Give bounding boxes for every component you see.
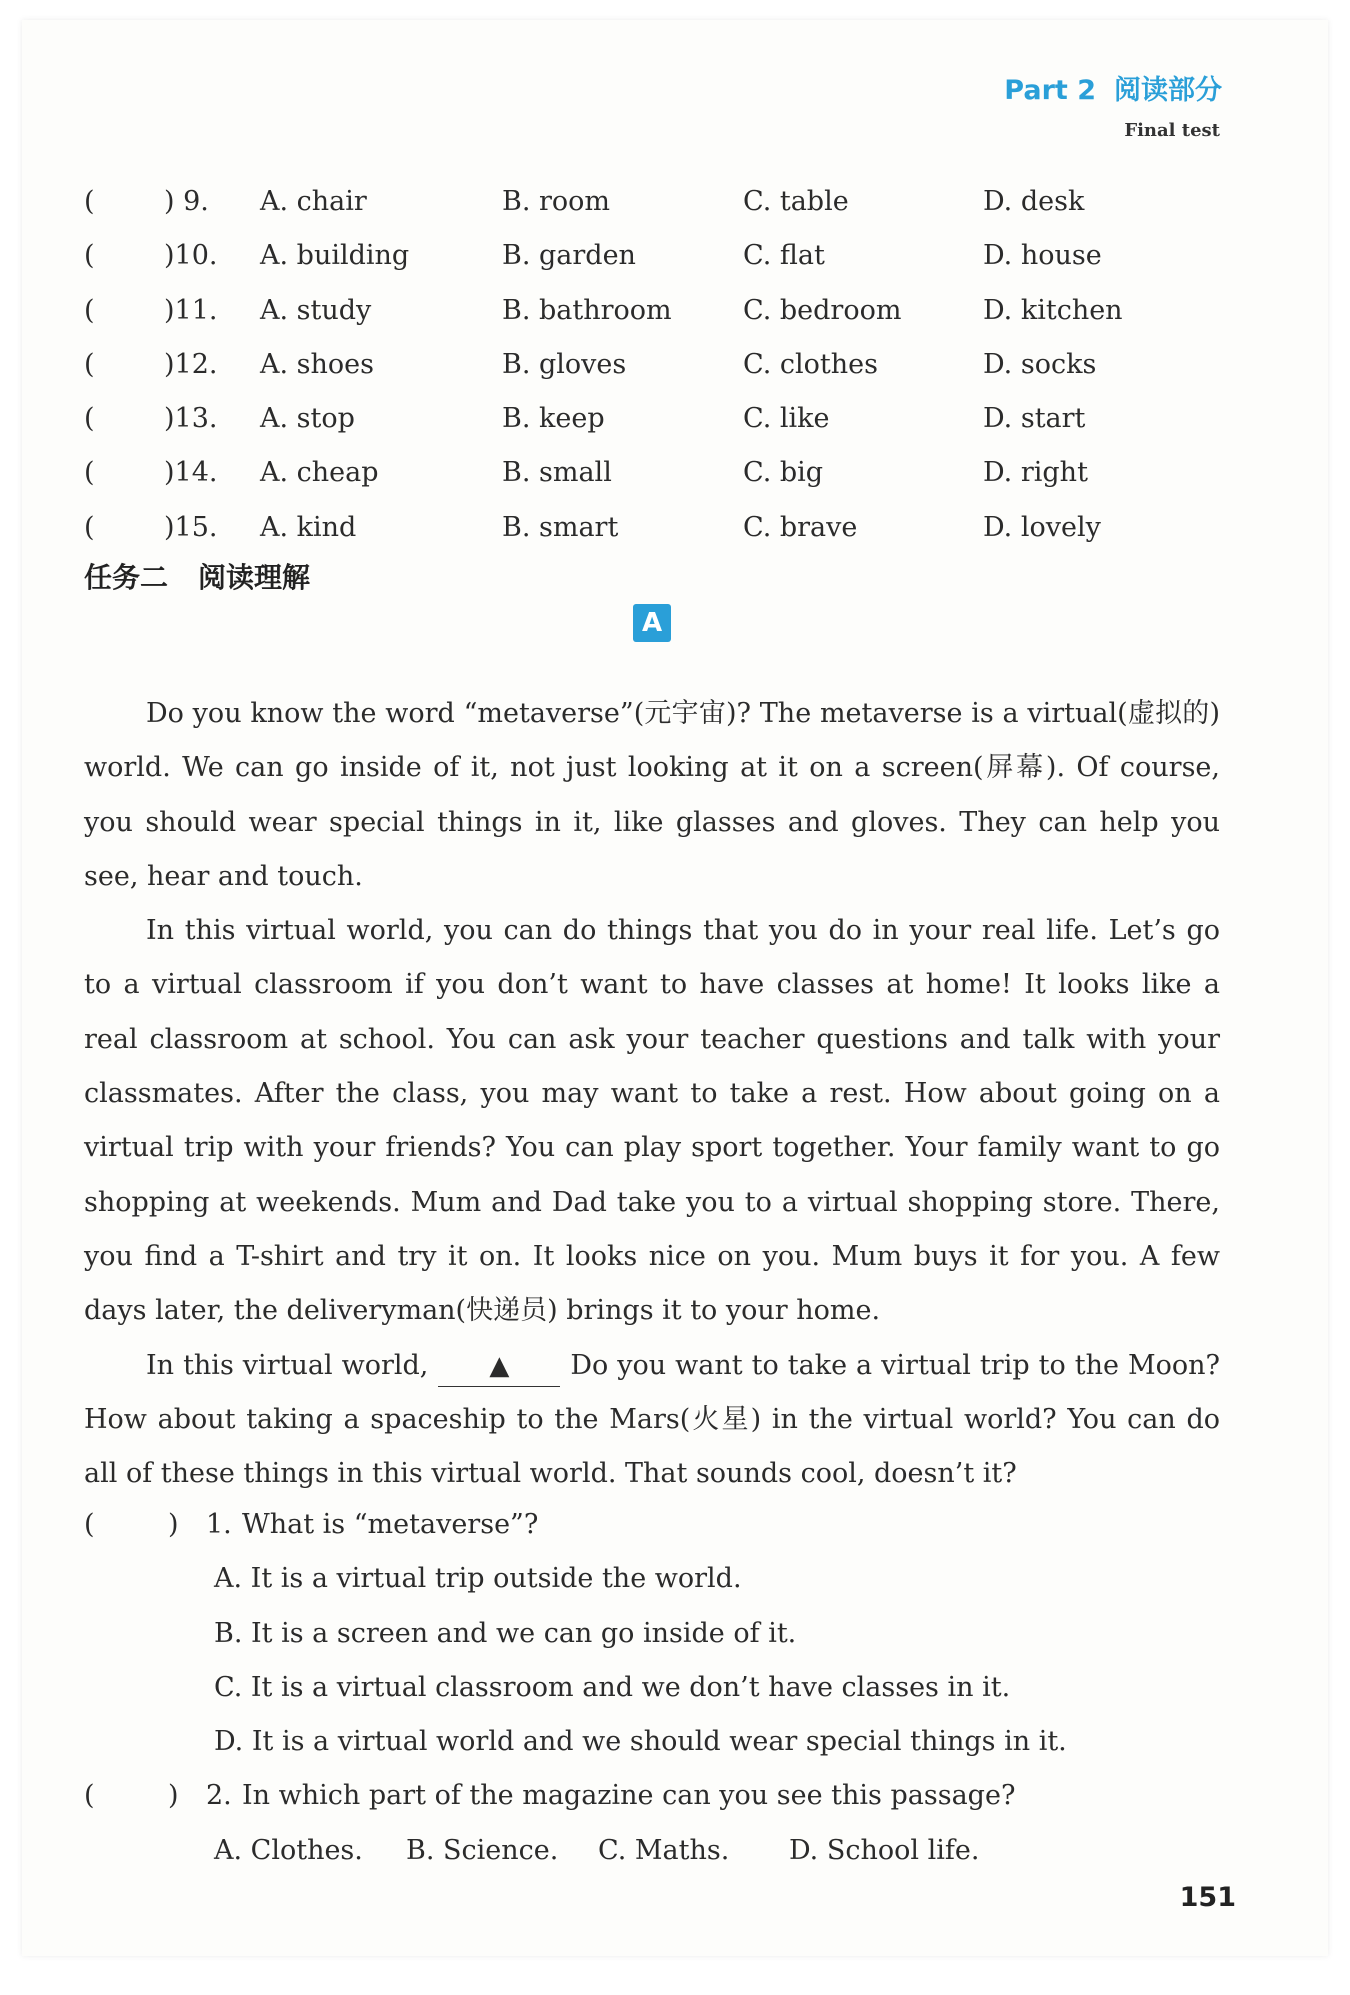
question-2-stem: ( ) 2. In which part of the magazine can you see this passage? bbox=[84, 1769, 1284, 1823]
question-number: 2. bbox=[206, 1780, 232, 1812]
page-header bbox=[1004, 68, 1222, 107]
option-d: D. socks bbox=[983, 348, 1097, 380]
option-row-10: ( )10. A. building B. garden C. flat D. house bbox=[84, 229, 1284, 283]
reading-passage bbox=[84, 687, 1220, 1501]
option-d: D. start bbox=[983, 403, 1086, 435]
task-heading bbox=[84, 556, 310, 596]
paragraph-text: In this virtual world, bbox=[146, 1349, 429, 1381]
option-d: D. kitchen bbox=[983, 294, 1123, 326]
option-c: C. table bbox=[743, 186, 849, 217]
choice-d: D. School life. bbox=[789, 1834, 980, 1866]
option-a: A. chair bbox=[260, 186, 367, 217]
triangle-icon: ▲ bbox=[489, 1350, 510, 1381]
task-label: 任务二 bbox=[84, 561, 169, 594]
question-number: )12. bbox=[164, 348, 218, 380]
question-number: 1. bbox=[206, 1509, 232, 1540]
passage-paragraph-2: In this virtual world, you can do things that you do in your real life. Let’s go to a virtual classroom if you don’t want to have classes at home! It looks like a real classroom at school. You can ask your teacher questions and talk with your classmates. After the class, you may want to take a rest. How about going on a virtual trip with your friends? You can play sport together. Your family want to go shopping at weekends. Mum and Dad take you to a virtual shopping store. There, you find a T-shirt and try it on. It looks nice on you. Mum buys it for you. A few days later, the deliveryman(快递员) brings it to your home. bbox=[84, 915, 1220, 1327]
option-b: B. smart bbox=[502, 511, 619, 543]
option-c: C. big bbox=[743, 457, 824, 489]
option-b: B. gloves bbox=[502, 348, 627, 380]
choice-line bbox=[84, 1607, 1284, 1661]
question-number: )15. bbox=[164, 511, 218, 543]
option-c: C. bedroom bbox=[743, 294, 902, 326]
choice-b: B. Science. bbox=[406, 1834, 559, 1866]
question-number: )13. bbox=[164, 403, 218, 435]
choice-d: D. It is a virtual world and we should wear special things in it. bbox=[214, 1726, 1067, 1758]
option-b: B. room bbox=[502, 186, 611, 217]
option-a: A. stop bbox=[260, 403, 355, 435]
option-d: D. lovely bbox=[983, 511, 1101, 543]
option-d: D. desk bbox=[983, 186, 1085, 217]
option-c: C. like bbox=[743, 403, 830, 435]
option-d: D. house bbox=[983, 240, 1102, 272]
question-text: What is “metaverse”? bbox=[242, 1509, 539, 1540]
comprehension-questions bbox=[84, 1498, 1284, 1878]
option-b: B. garden bbox=[502, 240, 636, 272]
option-row-14: ( )14. A. cheap B. small C. big D. right bbox=[84, 446, 1284, 500]
passage-label-badge: A bbox=[633, 604, 671, 642]
page-number: 151 bbox=[1179, 1882, 1236, 1913]
question-2-choices bbox=[84, 1824, 1284, 1878]
task-title: 阅读理解 bbox=[198, 561, 311, 594]
option-a: A. cheap bbox=[260, 457, 379, 489]
question-1-stem: ( ) 1. What is “metaverse”? bbox=[84, 1498, 1284, 1552]
choice-a: A. Clothes. bbox=[214, 1834, 363, 1866]
option-row-12: ( )12. A. shoes B. gloves C. clothes D. socks bbox=[84, 338, 1284, 392]
option-row-13: ( )13. A. stop B. keep C. like D. start bbox=[84, 392, 1284, 446]
option-d: D. right bbox=[983, 457, 1088, 489]
section-label: 阅读部分 bbox=[1114, 75, 1222, 106]
question-number: ) 9. bbox=[164, 186, 209, 217]
question-number: )11. bbox=[164, 294, 218, 326]
question-number: )14. bbox=[164, 457, 218, 489]
option-c: C. clothes bbox=[743, 348, 878, 380]
option-b: B. small bbox=[502, 457, 612, 489]
question-text: In which part of the magazine can you see this passage? bbox=[242, 1780, 1016, 1812]
passage-paragraph-3 bbox=[84, 1339, 1220, 1502]
option-row-11: ( )11. A. study B. bathroom C. bedroom D. kitchen bbox=[84, 284, 1284, 338]
option-a: A. shoes bbox=[260, 348, 374, 380]
choice-b: B. It is a screen and we can go inside of it. bbox=[214, 1617, 797, 1649]
option-a: A. study bbox=[260, 294, 372, 326]
passage-paragraph-1: Do you know the word “metaverse”(元宇宙)? The metaverse is a virtual(虚拟的) world. We can go inside of it, not just looking at it on a screen(屏幕). Of course, you should wear special things in it, like glasses and gloves. They can help you see, hear and touch. bbox=[84, 698, 1220, 892]
option-row-15: ( )15. A. kind B. smart C. brave D. lovely bbox=[84, 501, 1284, 555]
option-a: A. building bbox=[260, 240, 410, 272]
choice-line bbox=[84, 1715, 1284, 1769]
option-c: C. flat bbox=[743, 240, 825, 272]
choice-c: C. It is a virtual classroom and we don’t have classes in it. bbox=[214, 1671, 1011, 1703]
part-label: Part 2 bbox=[1004, 75, 1096, 106]
question-number: )10. bbox=[164, 240, 218, 272]
option-b: B. keep bbox=[502, 403, 605, 435]
paragraph-text: Do you want to take a virtual trip to the Moon? How about taking a spaceship to the Mars(火星) in the virtual world? You can do all of these things in this virtual world. That sounds cool, doesn’t it? bbox=[84, 1349, 1220, 1490]
option-a: A. kind bbox=[260, 511, 357, 543]
option-row-9: ( ) 9. A. chair B. room C. table D. desk bbox=[84, 175, 1284, 229]
option-c: C. brave bbox=[743, 511, 858, 543]
choice-c: C. Maths. bbox=[598, 1834, 730, 1866]
choice-line bbox=[84, 1661, 1284, 1715]
choice-a: A. It is a virtual trip outside the world. bbox=[214, 1563, 742, 1595]
option-b: B. bathroom bbox=[502, 294, 672, 326]
fill-blank[interactable] bbox=[438, 1346, 560, 1387]
cloze-options bbox=[84, 175, 1284, 555]
textbook-page bbox=[22, 20, 1328, 1956]
choice-line bbox=[84, 1552, 1284, 1606]
test-subtitle: Final test bbox=[1124, 120, 1220, 141]
